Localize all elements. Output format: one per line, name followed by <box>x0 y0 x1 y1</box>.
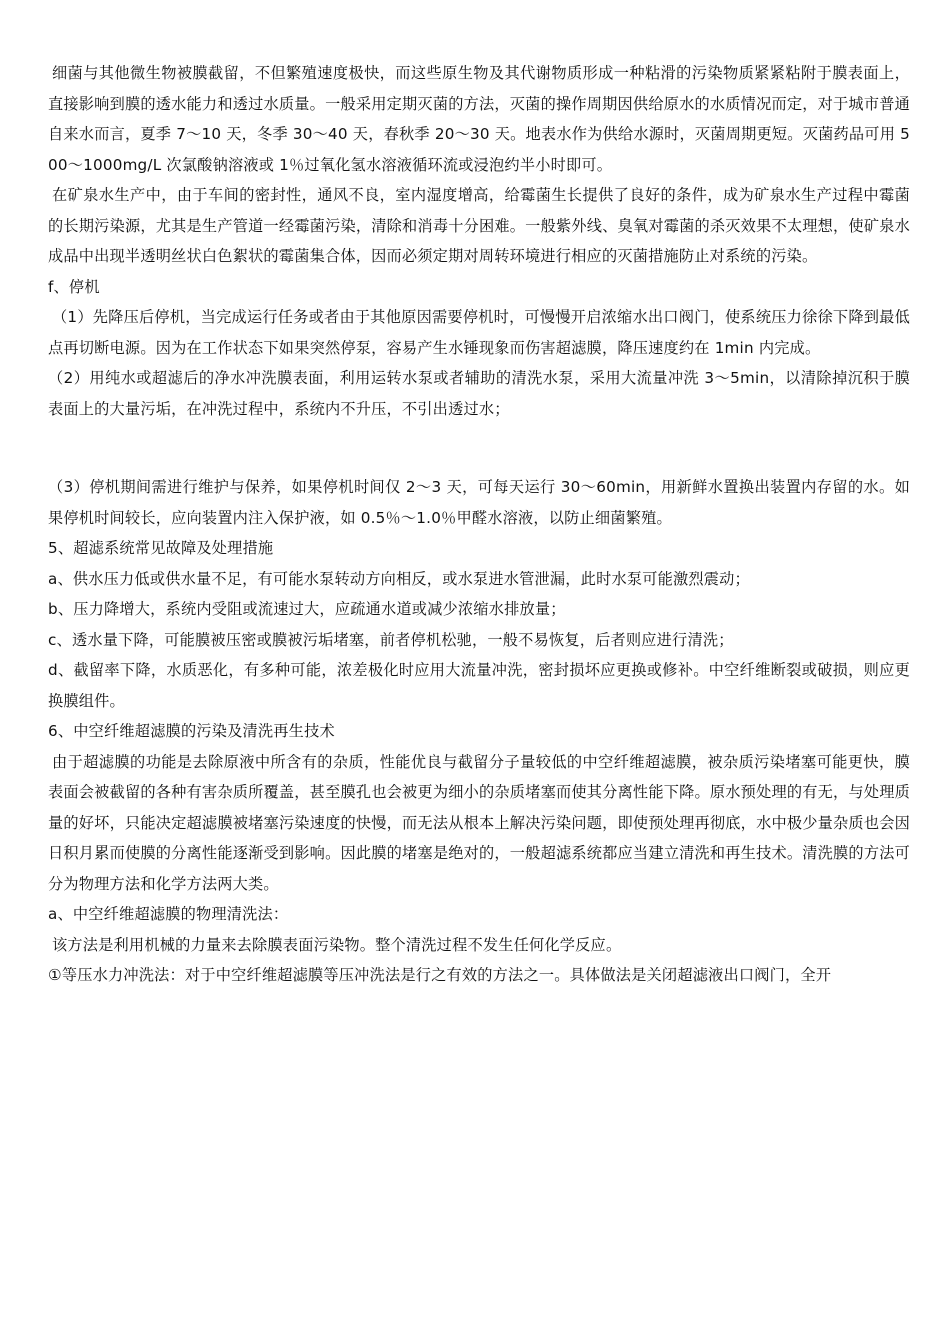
blank-gap <box>48 424 910 472</box>
heading-common-faults: 5、超滤系统常见故障及处理措施 <box>48 539 274 557</box>
paragraph-isobaric-flush: ①等压水力冲洗法：对于中空纤维超滤膜等压冲洗法是行之有效的方法之一。具体做法是关闭超滤液出口阀门，全开 <box>48 966 832 984</box>
heading-physical-cleaning: a、中空纤维超滤膜的物理清洗法： <box>48 905 289 923</box>
fault-item-c: c、透水量下降，可能膜被压密或膜被污垢堵塞，前者停机松驰，一般不易恢复，后者则应进行清洗； <box>48 630 734 649</box>
fault-item-b: b、压力降增大，系统内受阻或流速过大，应疏通水道或减少浓缩水排放量； <box>48 600 566 618</box>
document-page <box>48 58 910 991</box>
paragraph-shutdown-step-2: （2）用纯水或超滤后的净水冲洗膜表面，利用运转水泵或者辅助的清洗水泵，采用大流量冲洗 3～5min，以清除掉沉积于膜表面上的大量污垢，在冲洗过程中，系统内不升压，不引出透过水； <box>48 369 910 418</box>
paragraph-mineral-water-mold: 在矿泉水生产中，由于车间的密封性，通风不良，室内湿度增高，给霉菌生长提供了良好的条件，成为矿泉水生产过程中霉菌的长期污染源，尤其是生产管道一经霉菌污染，清除和消毒十分困难。一般紫外线、臭氧对霉菌的杀灭效果不太理想，使矿泉水成品中出现半透明丝状白色絮状的霉菌集合体，因而必须定期对周转环境进行相应的灭菌措施防止对系统的污染。 <box>48 186 910 265</box>
fault-item-a: a、供水压力低或供水量不足，有可能水泵转动方向相反，或水泵进水管泄漏，此时水泵可能激烈震动； <box>48 569 750 588</box>
paragraph-shutdown-step-1: （1）先降压后停机，当完成运行任务或者由于其他原因需要停机时，可慢慢开启浓缩水出口阀门，使系统压力徐徐下降到最低点再切断电源。因为在工作状态下如果突然停泵，容易产生水锤现象而伤害超滤膜，降压速度约在 1min 内完成。 <box>48 308 910 357</box>
paragraph-bacteria-sterilization: 细菌与其他微生物被膜截留，不但繁殖速度极快，而这些原生物及其代谢物质形成一种粘滑的污染物质紧紧粘附于膜表面上，直接影响到膜的透水能力和透过水质量。一般采用定期灭菌的方法，灭菌的操作周期因供给原水的水质情况而定，对于城市普通自来水而言，夏季 7～10 天，冬季 30～40 天，春秋季 20～30 天。地表水作为供给水源时，灭菌周期更短。灭菌药品可用 500～1000mg/L 次氯酸钠溶液或 1％过氧化氢水溶液循环流或浸泡约半小时即可。 <box>48 64 910 174</box>
paragraph-shutdown-step-3: （3）停机期间需进行维护与保养，如果停机时间仅 2～3 天，可每天运行 30～60min，用新鲜水置换出装置内存留的水。如果停机时间较长，应向装置内注入保护液，如 0.5％～1.0％甲醛水溶液，以防止细菌繁殖。 <box>48 478 910 527</box>
paragraph-membrane-fouling: 由于超滤膜的功能是去除原液中所含有的杂质，性能优良与截留分子量较低的中空纤维超滤膜，被杂质污染堵塞可能更快，膜表面会被截留的各种有害杂质所覆盖，甚至膜孔也会被更为细小的杂质堵塞而使其分离性能下降。原水预处理的有无，与处理质量的好坏，只能决定超滤膜被堵塞污染速度的快慢，而无法从根本上解决污染问题，即使预处理再彻底，水中极少量杂质也会因日积月累而使膜的分离性能逐渐受到影响。因此膜的堵塞是绝对的，一般超滤系统都应当建立清洗和再生技术。清洗膜的方法可分为物理方法和化学方法两大类。 <box>48 752 910 893</box>
paragraph-physical-method: 该方法是利用机械的力量来去除膜表面污染物。整个清洗过程不发生任何化学反应。 <box>52 935 622 954</box>
heading-membrane-cleaning: 6、中空纤维超滤膜的污染及清洗再生技术 <box>48 722 335 740</box>
fault-item-d: d、截留率下降，水质恶化，有多种可能，浓差极化时应用大流量冲洗，密封损坏应更换或修补。中空纤维断裂或破损，则应更换膜组件。 <box>48 661 910 710</box>
heading-shutdown: f、停机 <box>48 277 100 296</box>
